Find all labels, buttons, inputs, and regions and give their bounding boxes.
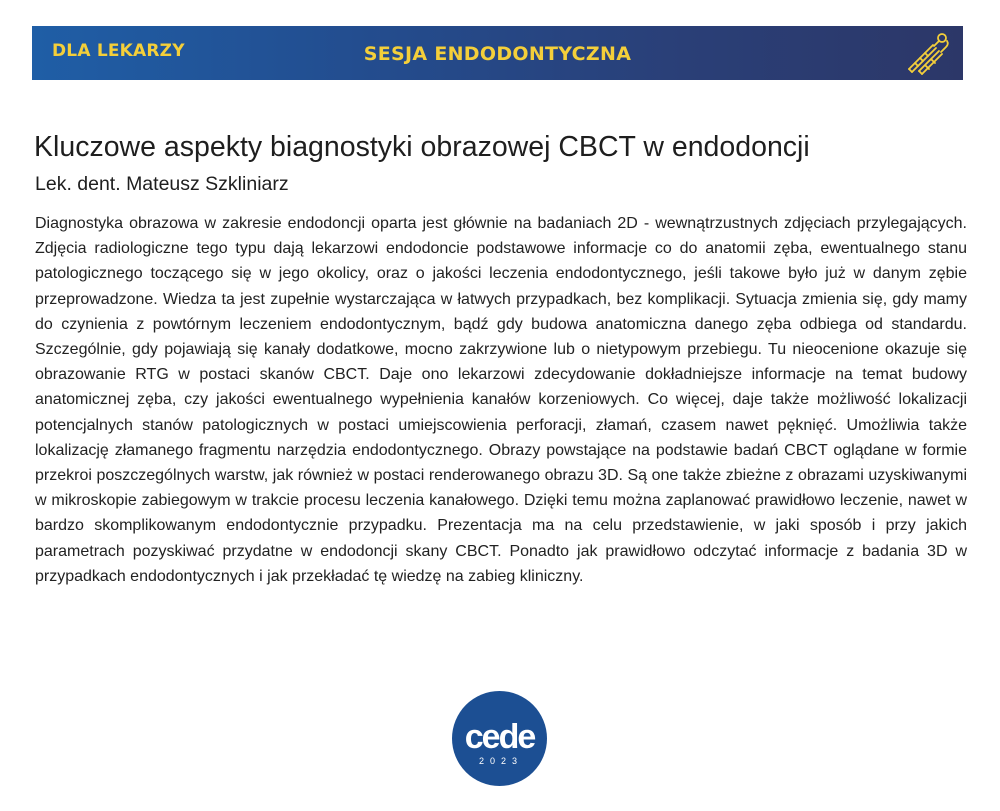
header-banner xyxy=(32,26,963,80)
cede-logo xyxy=(452,691,547,786)
session-title: SESJA ENDODONTYCZNA xyxy=(363,43,632,65)
article-abstract: Diagnostyka obrazowa w zakresie endodoncji oparta jest głównie na badaniach 2D - wewnątrzustnych zdjęciach przylegających. Zdjęcia radiologiczne tego typu dają lekarzowi endodoncie podstawowe informacje co do anatomii zęba, ewentualnego stanu patologicznego toczącego się w jego okolicy, oraz o jakości leczenia endodontycznego, jeśli takowe było już w danym zębie przeprowadzone. Wiedza ta jest zupełnie wystarczająca w łatwych przypadkach, bez komplikacji. Sytuacja zmienia się, gdy mamy do czynienia z powtórnym leczeniem endodontycznym, bądź gdy budowa anatomiczna danego zęba odbiega od standardu. Szczególnie, gdy pojawiają się kanały dodatkowe, mocno zakrzywione lub o nietypowym przebiegu. Tu nieocenione okazuje się obrazowanie RTG w postaci skanów CBCT. Daje ono lekarzowi zdecydowanie dokładniejsze informacje na temat budowy anatomicznej zęba, czy jakości ewentualnego wypełnienia kanałów korzeniowych. Co więcej, daje także możliwość lokalizacji potencjalnych stanów patologicznych w postaci umiejscowienia perforacji, złamań, czasem nawet pęknięć. Umożliwia także lokalizację złamanego fragmentu narzędzia endodontycznego. Obrazy powstające na podstawie badań CBCT oglądane w formie przekroi poszczególnych warstw, jak również w postaci renderowanego obrazu 3D. Są one także zbieżne z obrazami uzyskiwanymi w mikroskopie zabiegowym w trakcie procesu leczenia kanałowego. Dzięki temu można zaplanować prawidłowo leczenie, nawet w bardzo skomplikowanym endodontycznie przypadku. Prezentacja ma na celu przedstawienie, w jaki sposób i przy jakich parametrach pozyskiwać przydatne w endodoncji skany CBCT. Ponadto jak prawidłowo odczytać informacje z badania 3D w przypadkach endodontycznych i jak przekładać tę wiedzę na zabieg kliniczny. xyxy=(35,215,967,585)
category-label: DLA LEKARZY xyxy=(52,41,185,61)
article-author: Lek. dent. Mateusz Szkliniarz xyxy=(35,173,289,195)
logo-year: 2023 xyxy=(478,756,524,766)
article-title: Kluczowe aspekty biagnostyki obrazowej CBCT w endodoncji xyxy=(34,131,810,163)
logo-text: cede xyxy=(464,718,535,756)
dental-instruments-icon xyxy=(903,31,951,75)
